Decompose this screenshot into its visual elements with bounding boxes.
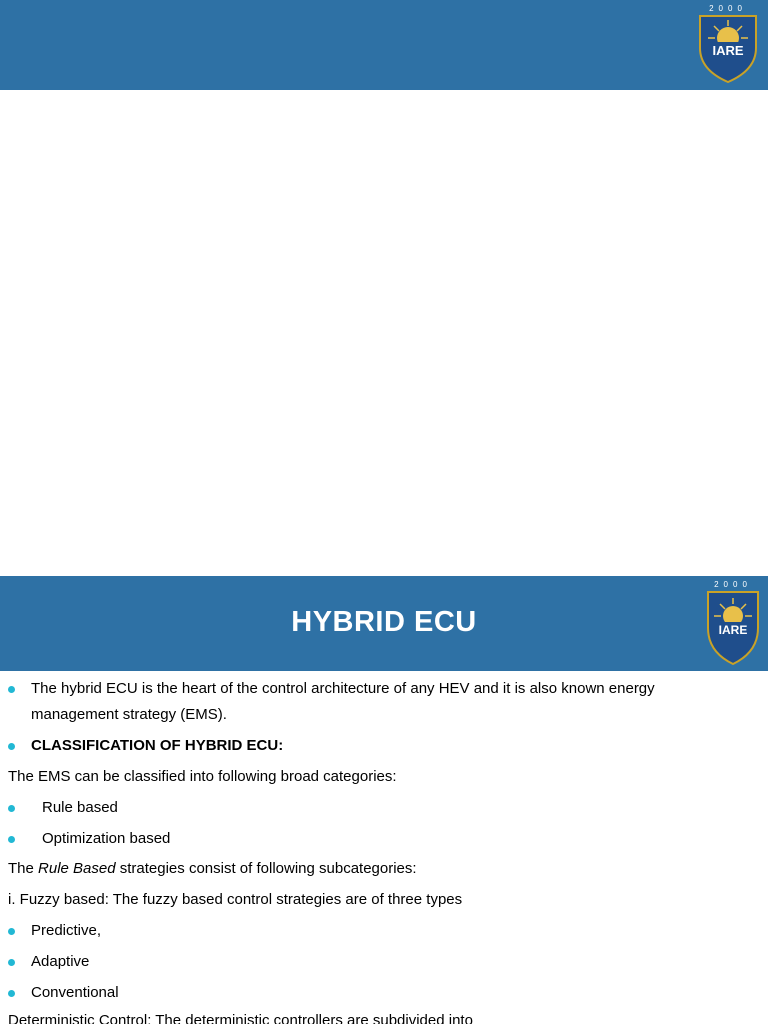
fuzzy-type-label: Predictive,	[31, 922, 102, 939]
bullet-dot-icon	[8, 836, 15, 843]
top-slide-header	[0, 0, 768, 90]
iare-logo-icon	[690, 2, 766, 86]
slide-title: HYBRID ECU	[291, 606, 477, 638]
svg-text:2000: 2000	[714, 580, 752, 589]
slide-header	[0, 576, 768, 671]
svg-text:2000: 2000	[709, 4, 747, 13]
deterministic-text: Deterministic Control: The deterministic controllers are subdivided into	[8, 1012, 473, 1024]
fuzzy-based-text: i. Fuzzy based: The fuzzy based control strategies are of three types	[8, 891, 463, 908]
bullet-text: The hybrid ECU is the heart of the control architecture of any HEV and it is also known energy	[31, 680, 655, 697]
bullet-dot-icon	[8, 990, 15, 997]
fuzzy-type-label: Adaptive	[31, 953, 90, 970]
bullet-dot-icon	[8, 805, 15, 812]
bullet-dot-icon	[8, 959, 15, 966]
rule-based-text: The Rule Based strategies consist of following subcategories:	[8, 860, 417, 877]
ems-intro-text: The EMS can be classified into following broad categories:	[8, 768, 397, 785]
slide-content	[0, 671, 768, 1024]
category-label: Optimization based	[42, 830, 171, 847]
svg-text:IARE: IARE	[712, 43, 744, 58]
category-label: Rule based	[42, 799, 118, 816]
bullet-dot-icon	[8, 928, 15, 935]
bullet-dot-icon	[8, 743, 15, 750]
bullet-dot-icon	[8, 686, 15, 693]
section-heading: CLASSIFICATION OF HYBRID ECU:	[31, 737, 284, 754]
iare-logo-icon	[700, 578, 766, 668]
fuzzy-type-label: Conventional	[31, 984, 119, 1001]
bullet-text-continued: management strategy (EMS).	[31, 706, 227, 723]
svg-text:IARE: IARE	[718, 623, 748, 637]
